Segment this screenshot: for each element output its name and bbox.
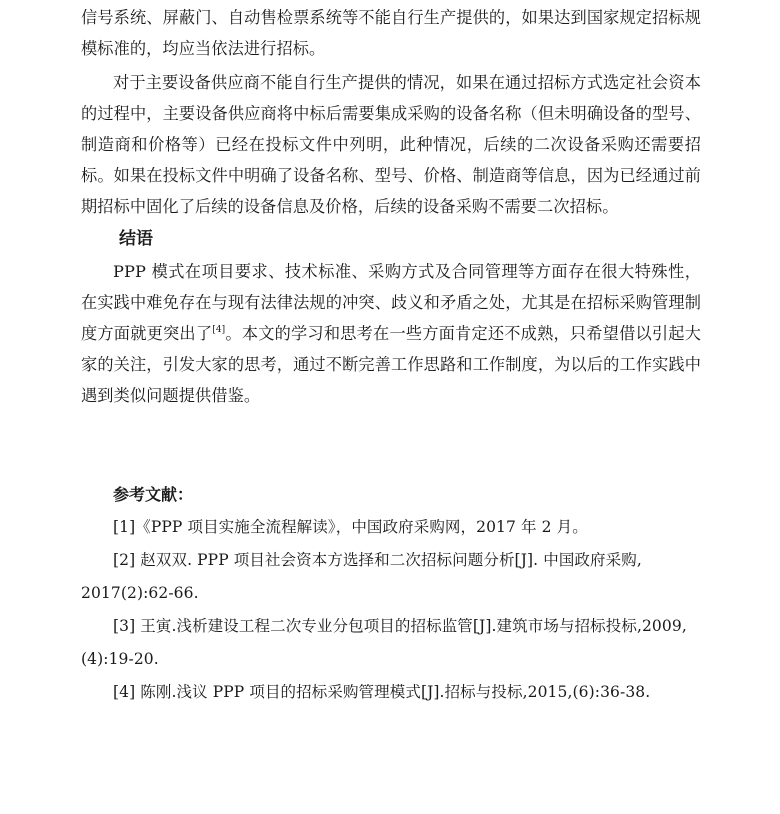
conclusion-text-before: PPP 模式在项目要求、技术标准、采购方式及合同管理等方面存在很大特殊性，在实践中难免存在与现有法律法规的冲突、歧义和矛盾之处，尤其是在招标采购管理制度方面就更突出了 — [81, 262, 701, 343]
paragraph-equipment-tender: 信号系统、屏蔽门、自动售检票系统等不能自行生产提供的，如果达到国家规定招标规模标准的，均应当依法进行招标。 — [81, 8, 701, 58]
reference-item — [81, 545, 701, 608]
reference-3-line2: (4):19-20. — [81, 650, 159, 668]
citation-mark: [4] — [212, 325, 226, 335]
conclusion-text-after: 。本文的学习和思考在一些方面肯定还不成熟，只希望借以引起大家的关注，引发大家的思考，通过不断完善工作思路和工作制度，为以后的工作实践中遇到类似问题提供借鉴。 — [81, 324, 701, 405]
reference-3-line1: [3] 王寅.浅析建设工程二次专业分包项目的招标监管[J].建筑市场与招标投标,2009, — [113, 617, 687, 635]
document-body — [81, 0, 701, 707]
reference-4-line1: [4] 陈刚.浅议 PPP 项目的招标采购管理模式[J].招标与投标,2015,(6):36-38. — [113, 683, 651, 701]
conclusion-heading: 结语 — [119, 229, 153, 249]
references-title: 参考文献： — [113, 485, 194, 504]
reference-item — [81, 677, 701, 707]
reference-1-line1: [1]《PPP 项目实施全流程解读》，中国政府采购网，2017 年 2 月。 — [113, 518, 588, 536]
paragraph-supplier-procurement: 对于主要设备供应商不能自行生产提供的情况，如果在通过招标方式选定社会资本的过程中，主要设备供应商将中标后需要集成采购的设备名称（但未明确设备的型号、制造商和价格等）已经在投标文件中列明，此种情况，后续的二次设备采购还需要招标。如果在投标文件中明确了设备名称、型号、价格、制造商等信息，因为已经通过前期招标中固化了后续的设备信息及价格，后续的设备采购不需要二次招标。 — [81, 73, 701, 216]
conclusion-paragraph — [81, 256, 701, 411]
reference-2-line1: [2] 赵双双. PPP 项目社会资本方选择和二次招标问题分析[J]. 中国政府采购, — [113, 551, 642, 569]
reference-item — [81, 512, 701, 542]
references-list — [81, 512, 701, 707]
reference-2-line2: 2017(2):62-66. — [81, 584, 199, 602]
reference-item — [81, 611, 701, 674]
